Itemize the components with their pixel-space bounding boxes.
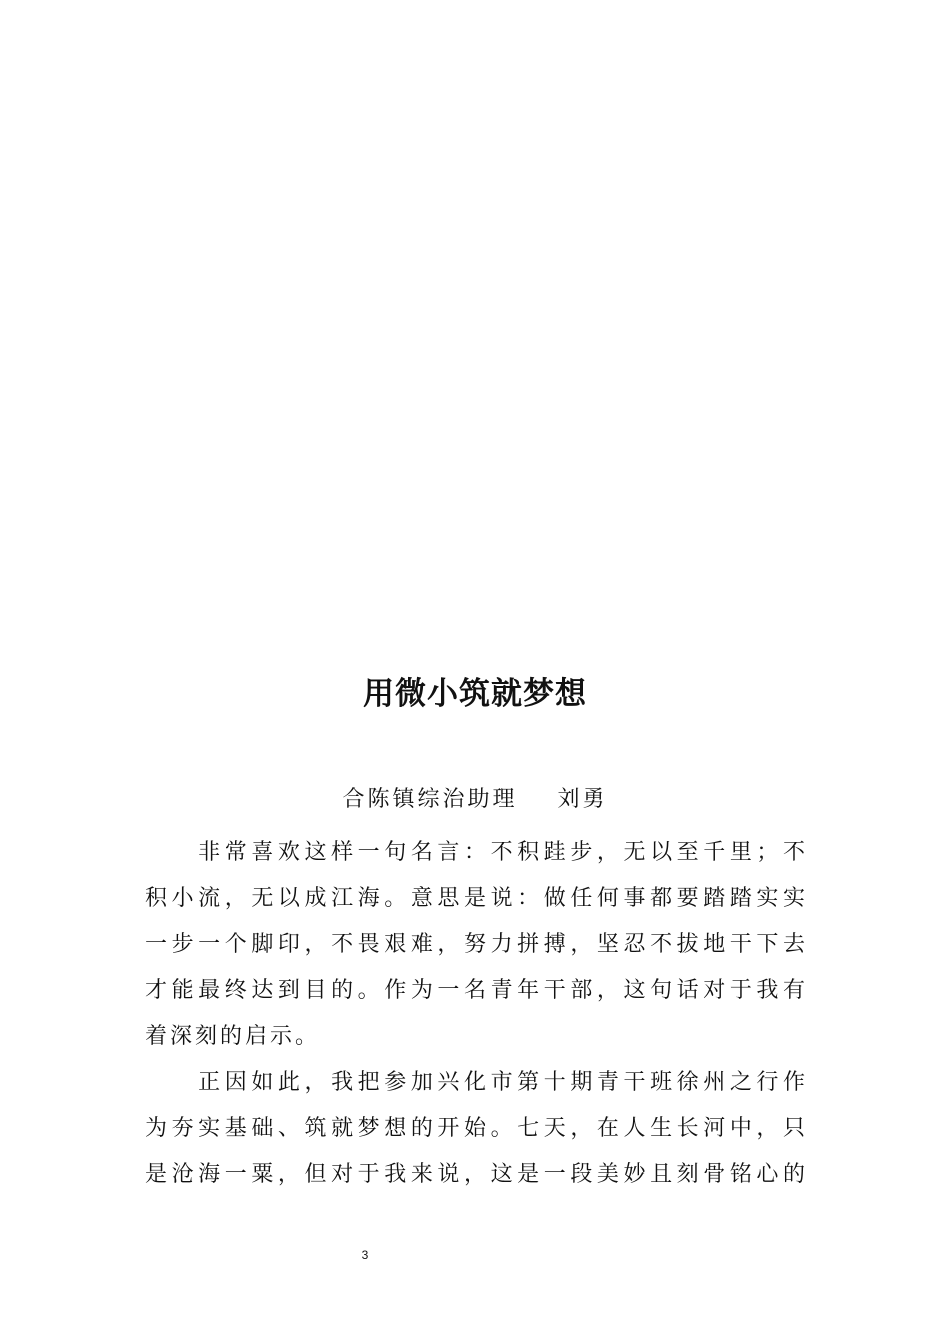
paragraph-line: 着深刻的启示。 — [145, 1024, 321, 1049]
paragraph-line: 为夯实基础、筑就梦想的开始。七天，在人生长河中，只 — [145, 1116, 805, 1141]
paragraph-line: 才能最终达到目的。作为一名青年干部，这句话对于我有 — [145, 978, 805, 1003]
paragraph-line: 积小流，无以成江海。意思是说：做任何事都要踏踏实实 — [145, 886, 805, 911]
author-line: 合陈镇综治助理 刘勇 — [342, 787, 608, 812]
paragraph-line: 是沧海一粟，但对于我来说，这是一段美妙且刻骨铭心的 — [145, 1162, 805, 1187]
paragraph-line: 一步一个脚印，不畏艰难，努力拼搏，坚忍不拔地干下去 — [145, 932, 805, 957]
paragraph-line: 正因如此，我把参加兴化市第十期青干班徐州之行作 — [145, 1070, 805, 1095]
body-text — [145, 830, 805, 1198]
document-title: 用微小筑就梦想 — [363, 676, 587, 712]
paragraph-line: 非常喜欢这样一句名言：不积跬步，无以至千里；不 — [145, 840, 805, 865]
page-number: 3 — [361, 1248, 369, 1262]
